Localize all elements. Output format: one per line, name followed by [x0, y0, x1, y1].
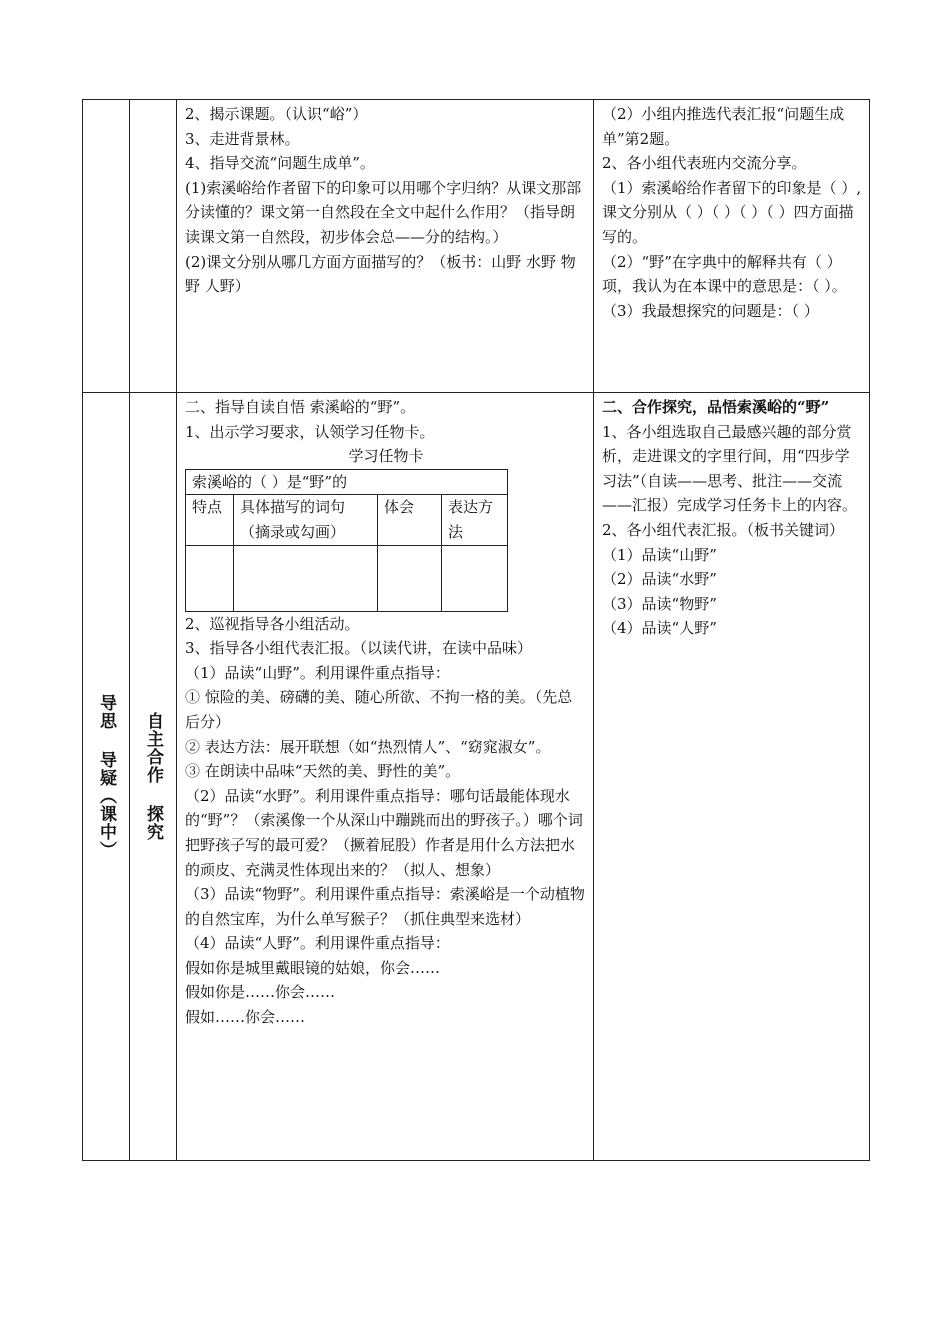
method-label: 自主合作 探究: [143, 712, 163, 841]
student-section-title: 二、合作探究，品悟索溪峪的“野”: [602, 398, 830, 416]
lesson-plan-table: [82, 99, 870, 1161]
student-step: （1）品读“山野”: [602, 545, 717, 564]
method-cell: [130, 393, 177, 1161]
task-card-blank: [234, 545, 378, 611]
teacher-step: 4、指导交流“问题生成单”。: [185, 154, 375, 173]
task-card-blank: [186, 545, 234, 611]
task-card-col: 表达方法: [442, 495, 508, 545]
student-step: （2）品读“水野”: [602, 570, 717, 589]
student-step: （3）品读“物野”: [602, 594, 717, 613]
task-card-col: 体会: [378, 495, 442, 545]
student-step: （2）小组内推选代表汇报“问题生成单”第2题。: [602, 105, 845, 148]
teacher-step: 2、揭示课题。（认识“峪”）: [185, 105, 368, 123]
teacher-step: 2、巡视指导各小组活动。: [185, 614, 360, 633]
student-step: 2、各小组代表班内交流分享。: [602, 154, 807, 173]
student-step: （3）我最想探究的问题是：（ ）: [602, 301, 819, 320]
method-cell-empty: [130, 100, 177, 393]
teacher-step: 3、走进背景林。: [185, 129, 300, 148]
teacher-step: 假如你是……你会……: [185, 983, 336, 1002]
task-card-header: 索溪峪的（ ）是“野”的: [186, 469, 508, 495]
task-card-col: 具体描写的词句（摘录或勾画）: [234, 495, 378, 545]
student-activity-cell-2: [594, 393, 870, 1161]
teacher-activity-cell-1: [177, 100, 594, 393]
teacher-step: 1、出示学习要求，认领学习任物卡。: [185, 422, 435, 441]
student-activity-cell-1: [594, 100, 870, 393]
teacher-step: ① 惊险的美、磅礴的美、随心所欲、不拘一格的美。（先总后分）: [185, 688, 573, 731]
teacher-step: 假如……你会……: [185, 1008, 306, 1027]
teacher-step: ③ 在朗读中品味“天然的美、野性的美”。: [185, 762, 461, 781]
teacher-step: (1)索溪峪给作者留下的印象可以用哪个字归纳？从课文那部分读懂的？课文第一自然段在全文中起什么作用？（指导朗读课文第一自然段，初步体会总——分的结构。）: [185, 178, 582, 246]
task-card-blank: [442, 545, 508, 611]
student-step: 2、各小组代表汇报。（板书关键词）: [602, 520, 845, 539]
teacher-step: 假如你是城里戴眼镜的姑娘，你会……: [185, 958, 441, 977]
task-card-table: [185, 469, 508, 612]
table-row-1: [83, 100, 870, 393]
student-step: （2）“野”在字典中的解释共有（ ）项，我认为在本课中的意思是：（ ）。: [602, 252, 847, 296]
teacher-step: 二、指导自读自悟 索溪峪的“野”。: [185, 398, 416, 416]
stage-cell-empty: [83, 100, 130, 393]
teacher-step: 3、指导各小组代表汇报。（以读代讲，在读中品味）: [185, 639, 533, 658]
teacher-activity-cell-2: [177, 393, 594, 1161]
task-card-blank: [378, 545, 442, 611]
stage-label: 导思 导疑（课中）: [96, 694, 116, 859]
teacher-step: (2)课文分别从哪几方面方面描写的？（板书：山野 水野 物野 人野）: [185, 252, 576, 296]
task-card-col: 特点: [186, 495, 234, 545]
student-step: （4）品读“人野”: [602, 619, 717, 638]
table-row-2: [83, 393, 870, 1161]
task-card-title: 学习任物卡: [348, 447, 424, 466]
student-step: （1）索溪峪给作者留下的印象是（ ）, 课文分别从（ ）（ ）（ ）（ ）四方面描写的。: [602, 178, 862, 246]
teacher-step: （3）品读“物野”。利用课件重点指导：索溪峪是一个动植物的自然宝库，为什么单写猴子？（抓住典型来选材）: [185, 885, 585, 928]
teacher-step: （1）品读“山野”。利用课件重点指导：: [185, 663, 450, 682]
stage-cell: [83, 393, 130, 1161]
teacher-step: （2）品读“水野”。利用课件重点指导：哪句话最能体现水的“野”？（索溪像一个从深山中蹦跳而出的野孩子。）哪个词把野孩子写的最可爱？（撅着屁股）作者是用什么方法把水的顽皮、充满灵性体现出来的？（拟人、想象）: [185, 786, 583, 879]
teacher-step: （4）品读“人野”。利用课件重点指导：: [185, 934, 450, 953]
student-step: 1、各小组选取自己最感兴趣的部分赏析，走进课文的字里行间，用“四步学习法”（自读——思考、批注——交流——汇报）完成学习任务卡上的内容。: [602, 422, 858, 515]
teacher-step: ② 表达方法：展开联想（如“热烈情人”、“窈窕淑女”。: [185, 737, 551, 756]
